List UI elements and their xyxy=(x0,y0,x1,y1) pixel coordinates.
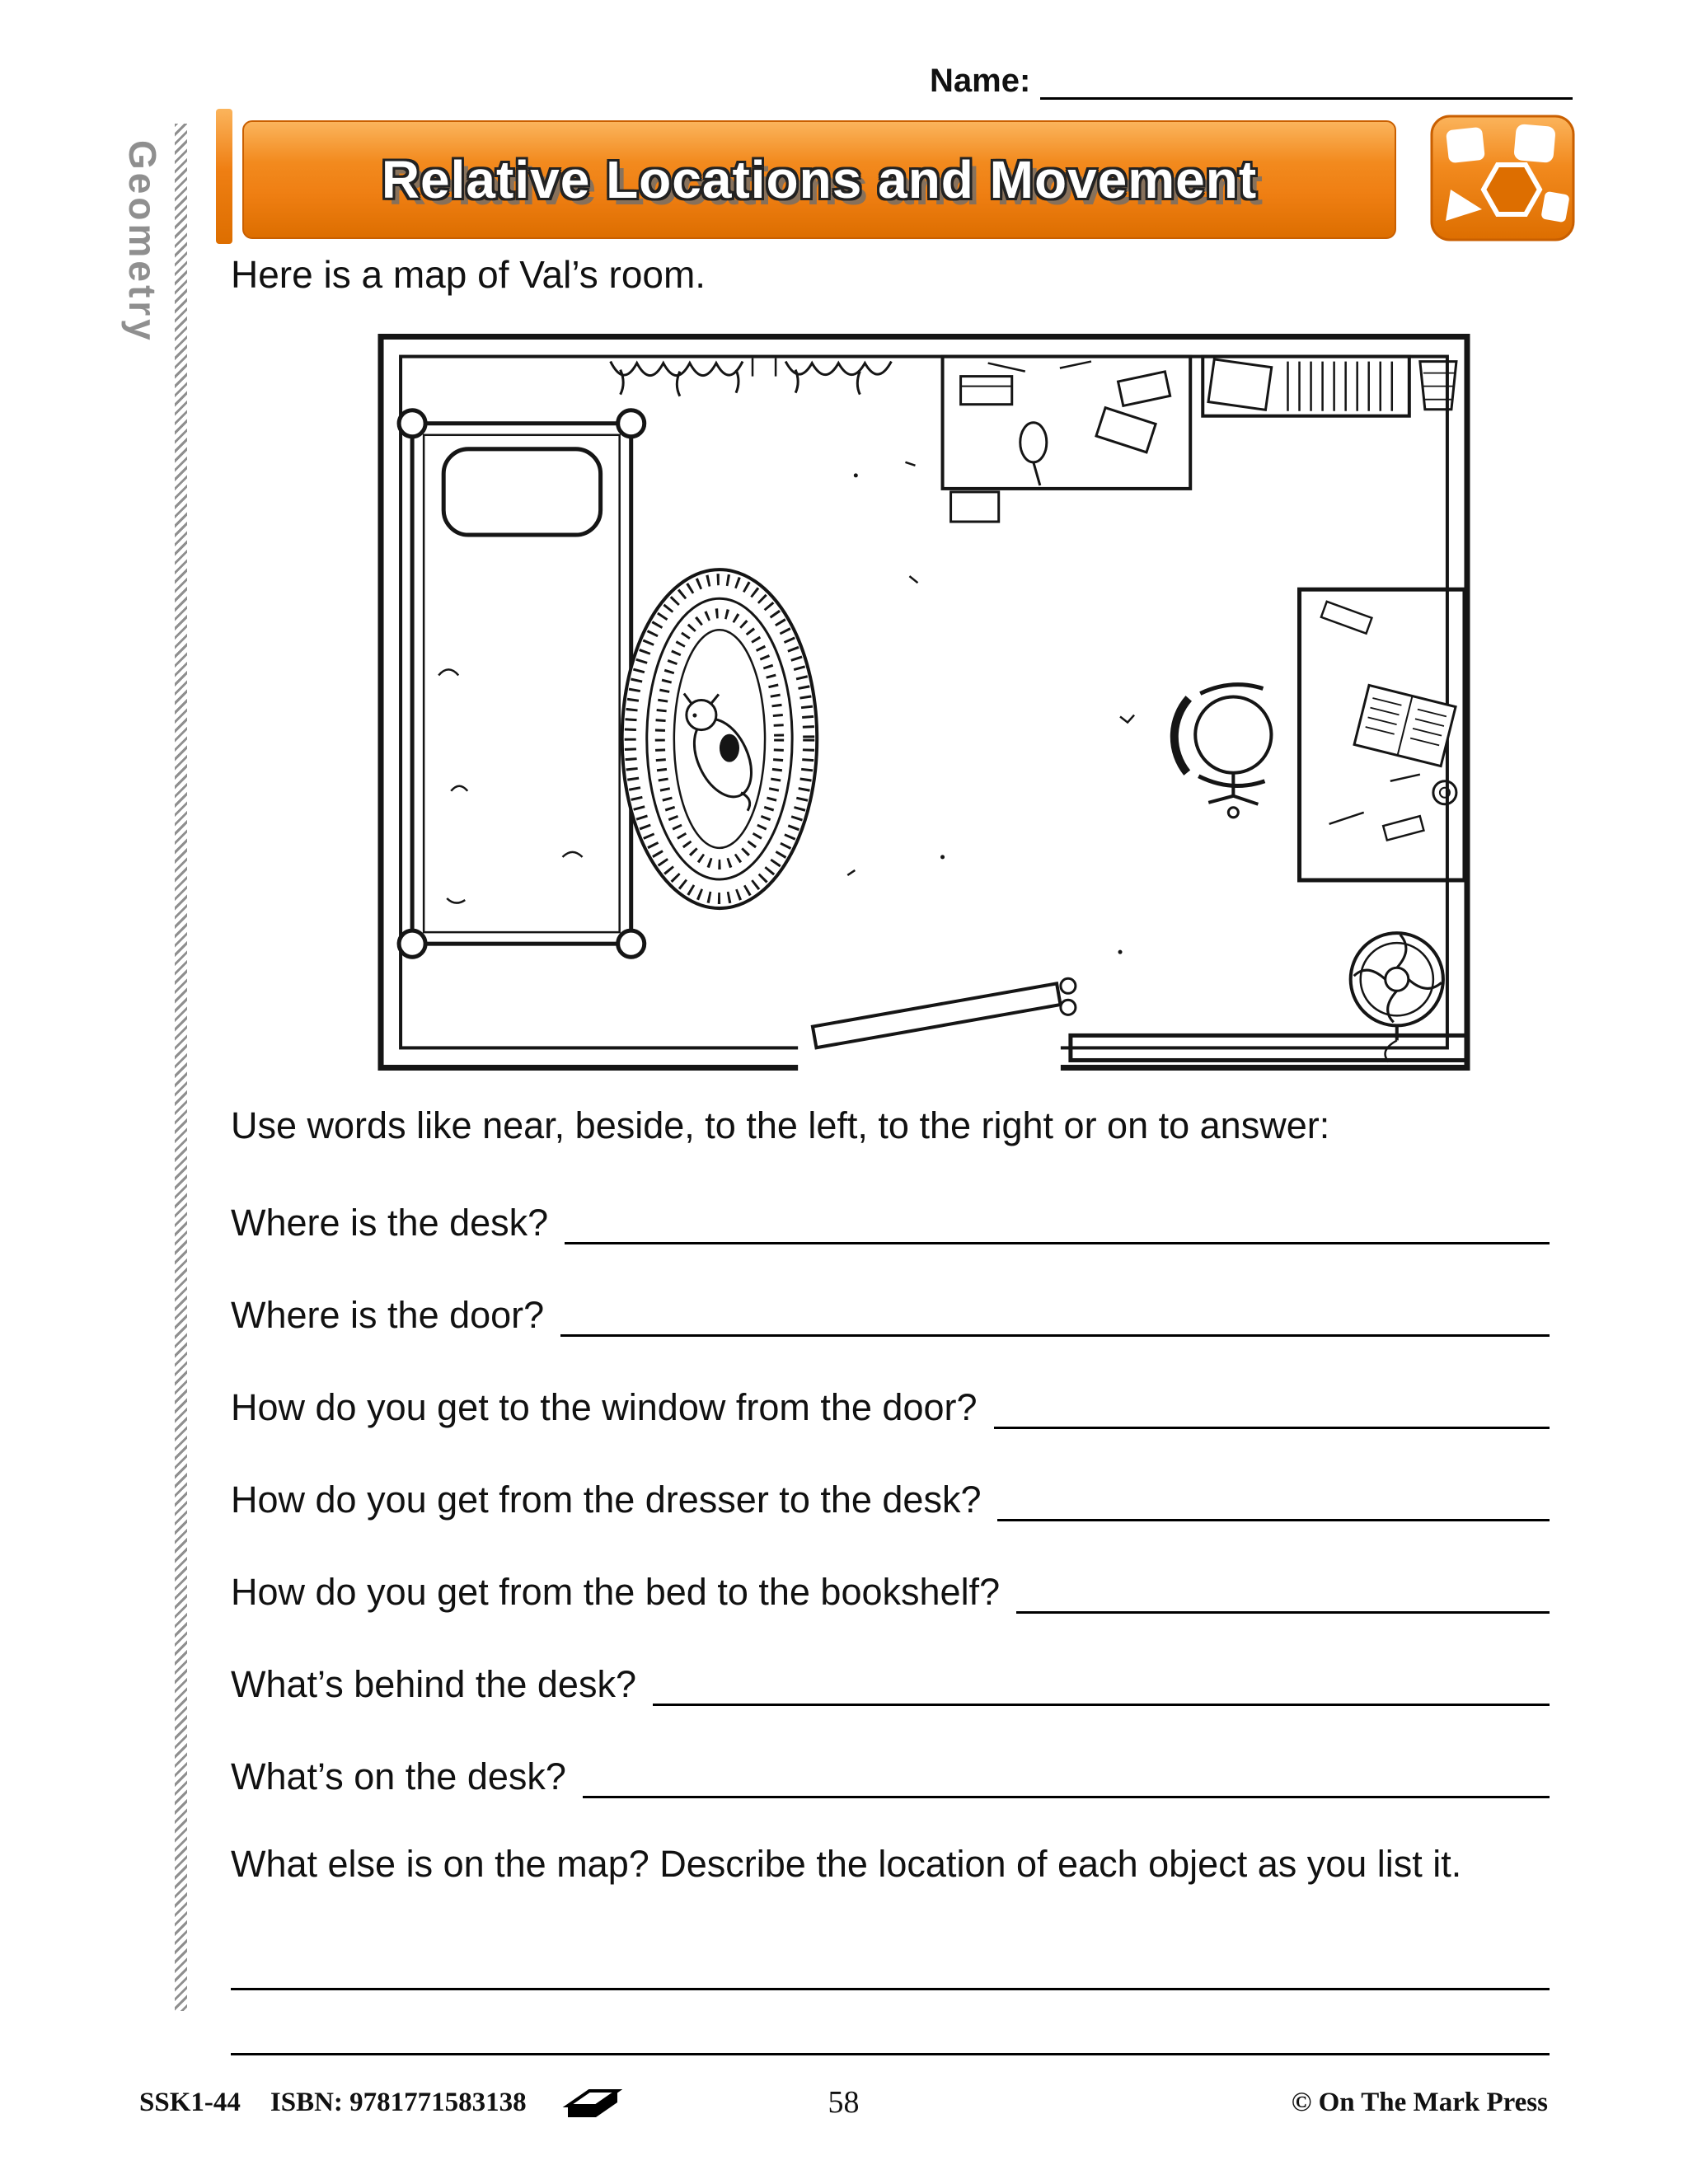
answer-line xyxy=(653,1657,1550,1706)
page-footer xyxy=(139,2074,1548,2131)
answer-line xyxy=(560,1288,1550,1337)
strand-label: Geometry xyxy=(121,140,164,344)
name-row xyxy=(930,59,1573,100)
questions-section xyxy=(231,1104,1550,2059)
final-question-text: What else is on the map? Describe the location of each object as you list it. xyxy=(231,1843,1462,1885)
question-row xyxy=(231,1289,1550,1337)
map-chair xyxy=(1175,685,1272,818)
title-banner xyxy=(242,120,1396,239)
map-desk xyxy=(1300,589,1465,880)
answer-line xyxy=(565,1196,1550,1244)
map-fan xyxy=(1351,933,1443,1062)
question-label: How do you get to the window from the door? xyxy=(231,1386,978,1428)
map-open-book xyxy=(1354,685,1456,766)
answer-line xyxy=(994,1380,1550,1429)
geometry-shapes-icon xyxy=(1429,114,1576,242)
page-number: 58 xyxy=(828,2085,860,2120)
instructions-text: Use words like near, beside, to the left, to the right or on to answer: xyxy=(231,1104,1330,1146)
name-answer-line xyxy=(1040,59,1573,100)
question-label: How do you get from the dresser to the desk? xyxy=(231,1479,982,1521)
map-floor-marks xyxy=(847,462,1134,954)
map-bookshelf xyxy=(1203,357,1456,416)
left-hatch-stripe xyxy=(175,124,187,2011)
question-label: How do you get from the bed to the bookshelf? xyxy=(231,1571,1001,1613)
product-code: SSK1-44 xyxy=(139,2087,241,2117)
banner-left-bar xyxy=(216,109,232,244)
question-row xyxy=(231,1658,1550,1706)
question-row xyxy=(231,1750,1550,1798)
question-label: What’s on the desk? xyxy=(231,1755,566,1797)
answer-line-full xyxy=(231,1994,1550,2055)
question-row xyxy=(231,1197,1550,1244)
answer-line-full xyxy=(231,1929,1550,1990)
geometry-shapes-icon-svg xyxy=(1429,114,1576,242)
question-row xyxy=(231,1381,1550,1429)
question-row xyxy=(231,1566,1550,1614)
answer-line xyxy=(997,1473,1550,1521)
map-window-curtains xyxy=(611,359,892,396)
name-label: Name: xyxy=(930,63,1031,99)
publisher-logo-icon xyxy=(560,2081,622,2124)
room-map xyxy=(373,328,1475,1076)
answer-line xyxy=(583,1750,1550,1798)
map-dresser xyxy=(943,357,1191,522)
question-label: Where is the desk? xyxy=(231,1202,549,1244)
isbn-text: ISBN: 9781771583138 xyxy=(270,2087,527,2117)
publisher-credit: © On The Mark Press xyxy=(1291,2087,1548,2117)
question-row xyxy=(231,1474,1550,1521)
question-label: Where is the door? xyxy=(231,1294,545,1336)
intro-text: Here is a map of Val’s room. xyxy=(231,253,706,296)
question-label: What’s behind the desk? xyxy=(231,1663,636,1705)
room-map-svg xyxy=(373,328,1475,1076)
map-pillow xyxy=(443,449,600,535)
page-title: Relative Locations and Movement xyxy=(381,150,1258,209)
answer-line xyxy=(1016,1565,1550,1614)
